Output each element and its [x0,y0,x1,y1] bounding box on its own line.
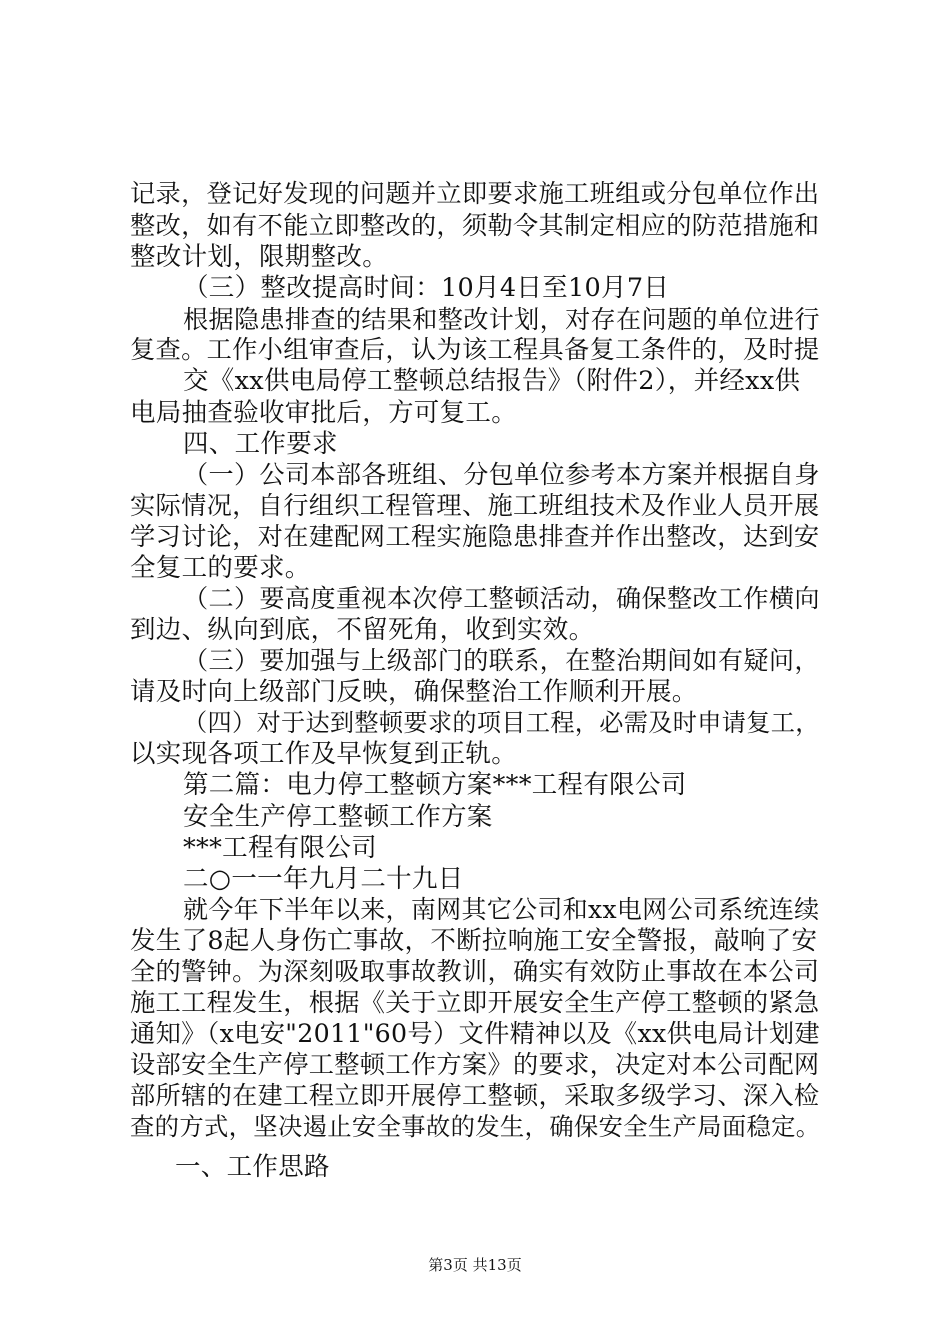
text-line: 请及时向上级部门反映，确保整治工作顺利开展。 [130,677,698,707]
text-line: 设部安全生产停工整顿工作方案》的要求，决定对本公司配网 [130,1050,820,1079]
text-line: （四）对于达到整顿要求的项目工程，必需及时申请复工， [183,709,820,737]
text-line: 施工工程发生，根据《关于立即开展安全生产停工整顿的紧急 [130,988,820,1017]
text-line: 以实现各项工作及早恢复到正轨。 [130,739,518,769]
plan-title: 安全生产停工整顿工作方案 [183,802,493,832]
text-line: （一）公司本部各班组、分包单位参考本方案并根据自身 [183,460,820,489]
text-line: 记录，登记好发现的问题并立即要求施工班组或分包单位作出 [130,179,820,208]
text-line: 电局抽查验收审批后，方可复工。 [130,398,518,428]
text-line: 全的警钟。为深刻吸取事故教训，确实有效防止事故在本公司 [130,957,820,986]
text-line: 整改计划，限期整改。 [130,242,389,272]
text-line: 通知》（x电安"2011"60号）文件精神以及《xx供电局计划建 [130,1019,820,1048]
section-heading: 四、工作要求 [183,429,338,459]
text-line: 到边、纵向到底，不留死角，收到实效。 [130,615,595,645]
text-line: （三）要加强与上级部门的联系，在整治期间如有疑问， [183,646,820,675]
text-line: 发生了8起人身伤亡事故，不断拉响施工安全警报，敲响了安 [130,926,818,956]
company-name: ***工程有限公司 [183,833,377,863]
text-line: 学习讨论，对在建配网工程实施隐患排查并作出整改，达到安 [130,522,820,551]
text-line: 交《xx供电局停工整顿总结报告》（附件2），并经xx供 [183,366,801,396]
text-line: 复查。工作小组审查后，认为该工程具备复工条件的，及时提 [130,335,820,364]
document-date: 二○一一年九月二十九日 [183,864,464,894]
section-heading: 一、工作思路 [175,1152,330,1182]
text-line: 就今年下半年以来，南网其它公司和xx电网公司系统连续 [183,895,820,924]
page-footer: 第3页 共13页 [428,1256,522,1274]
text-line: 整改，如有不能立即整改的，须勒令其制定相应的防范措施和 [130,211,820,240]
text-line: 全复工的要求。 [130,553,311,583]
section-heading: （三）整改提高时间：10月4日至10月7日 [183,273,670,303]
text-line: 部所辖的在建工程立即开展停工整顿，采取多级学习、深入检 [130,1081,820,1110]
text-line: 查的方式，坚决遏止安全事故的发生，确保安全生产局面稳定。 [130,1112,821,1141]
text-line: 根据隐患排查的结果和整改计划，对存在问题的单位进行 [183,305,820,334]
text-line: （二）要高度重视本次停工整顿活动，确保整改工作横向 [183,584,820,613]
chapter-title: 第二篇：电力停工整顿方案***工程有限公司 [183,770,687,800]
text-line: 实际情况，自行组织工程管理、施工班组技术及作业人员开展 [130,491,820,520]
